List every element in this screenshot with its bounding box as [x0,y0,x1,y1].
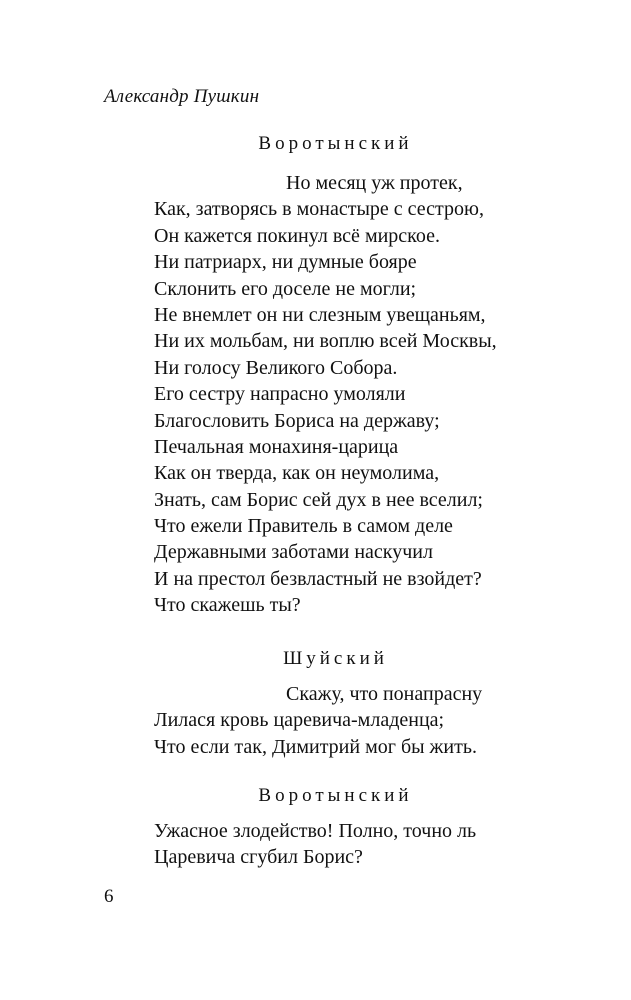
verse-line: Ужасное злодейство! Полно, точно ль [154,820,477,842]
verse-block [154,681,482,760]
verse-line: Знать, сам Борис сей дух в нее вселил; [154,488,483,511]
speaker-name: Воротынский [258,133,413,154]
verse-block [154,818,476,871]
verse-line: Что ежели Правитель в самом деле [154,515,453,538]
verse-line: Ни их мольбам, ни воплю всей Москвы, [154,330,497,353]
verse-line: Скажу, что понапрасну [286,683,483,705]
verse-line: Что если так, Димитрий мог бы жить. [154,735,477,758]
verse-line: Ни патриарх, ни думные бояре [154,251,417,274]
verse-line: Благословить Бориса на державу; [154,409,440,432]
verse-line: Он кажется покинул всё мирское. [154,224,440,247]
verse-line: И на престол безвластный не взойдет? [154,567,482,590]
verse-line: Державными заботами наскучил [154,541,433,564]
speaker-name: Шуйский [283,648,388,669]
page-number: 6 [104,886,114,907]
verse-line: Ни голосу Великого Собора. [154,356,398,379]
verse-line: Не внемлет он ни слезным увещаньям, [154,303,486,326]
verse-line: Лилася кровь царевича-младенца; [154,709,445,732]
verse-line: Но месяц уж протек, [286,172,463,194]
verse-line: Печальная монахиня-царица [154,435,399,458]
verse-line: Склонить его доселе не могли; [154,277,417,300]
verse-line: Что скажешь ты? [154,594,301,617]
running-head: Александр Пушкин [104,86,260,107]
verse-line: Царевича сгубил Борис? [154,846,363,869]
verse-block [154,170,497,619]
verse-line: Его сестру напрасно умоляли [154,383,406,406]
verse-line: Как, затворясь в монастыре с сестрою, [154,198,484,221]
verse-line: Как он тверда, как он неумолима, [154,462,440,485]
speaker-name: Воротынский [258,785,413,806]
